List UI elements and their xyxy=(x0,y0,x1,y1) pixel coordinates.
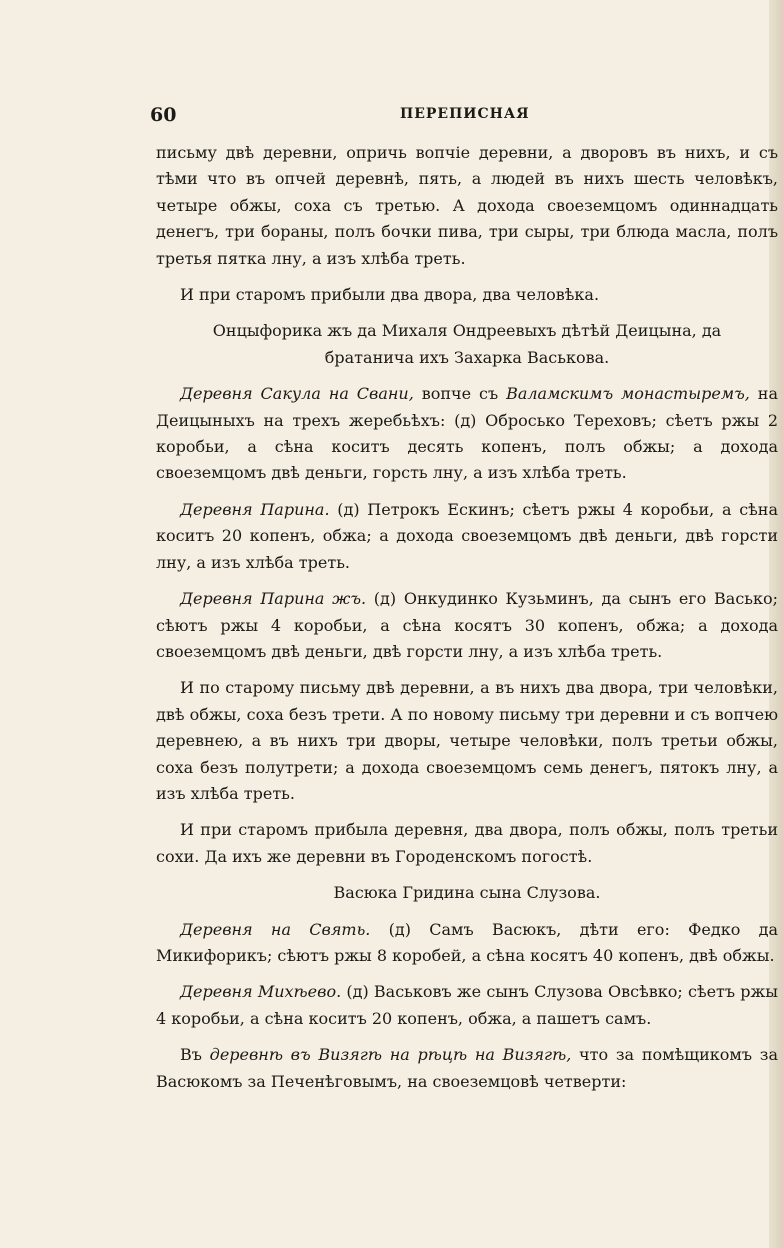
entry-na-svyat xyxy=(156,917,778,970)
paragraph-1-text: письму двѣ деревни, опричь вопчіе деревни, а дворовъ въ нихъ, и съ тѣми что въ опчей деревнѣ, пять, а людей въ нихъ шесть человѣкъ, четыре обжы, соха съ третью. А дохода своеземцомъ одиннадцать денегъ, три бораны, полъ бочки пива, три сыры, три блюда масла, полъ третья пятка лну, а изъ хлѣба треть. xyxy=(156,143,778,268)
summary-gained-village xyxy=(156,817,778,870)
entry-parina xyxy=(156,497,778,576)
entry-parina-lead: Деревня Парина. xyxy=(180,499,330,519)
entry-vizyaga xyxy=(156,1042,778,1095)
entry-na-svyat-text: (д) Самъ Васюкъ, дѣти его: Федко да Микифорикъ; сѣютъ ржы 8 коробей, а сѣна косятъ 40 копенъ, двѣ обжы. xyxy=(156,919,778,965)
entry-parina-text: (д) Петрокъ Ескинъ; сѣетъ ржы 4 коробьи, а сѣна коситъ 20 копенъ, обжа; а дохода своеземцомъ двѣ деньги, двѣ горсти лну, а изъ хлѣба треть. xyxy=(156,499,779,572)
entry-vizyaga-text: что за помѣщикомъ за Васюкомъ за Печенѣговымъ, на своеземцовѣ четверти: xyxy=(156,1045,778,1091)
entry-vizyaga-lead-plain: Въ xyxy=(180,1045,210,1065)
entry-mikheevo-lead: Деревня Михѣево. xyxy=(180,982,342,1002)
page-body xyxy=(156,140,778,1105)
entry-mikheevo-text: (д) Васьковъ же сынъ Слузова Овсѣвко; сѣетъ ржы 4 коробьи, а сѣна коситъ 20 копенъ, обжа, а пашетъ самъ. xyxy=(156,982,778,1028)
section-heading-onciforika-text: Онцыфорика жъ да Михаля Ондреевыхъ дѣтѣй Деицына, да братанича ихъ Захарка Васькова. xyxy=(212,321,722,367)
entry-parina-2 xyxy=(156,586,778,665)
entry-vizyaga-lead: деревнѣ въ Визягѣ на рѣцѣ на Визягѣ, xyxy=(209,1045,572,1065)
entry-parina-2-text: (д) Онкудинко Кузьминъ, да сынъ его Васько; сѣютъ ржы 4 коробьи, а сѣна косятъ 30 копенъ, обжа; а дохода своеземцомъ двѣ деньги, двѣ горсти лну, а изъ хлѣба треть. xyxy=(156,589,779,661)
section-heading-vasyuk-text: Васюка Гридина сына Слузова. xyxy=(333,883,601,903)
entry-sakula xyxy=(156,381,778,487)
entry-sakula-mid: вопче съ xyxy=(413,384,507,404)
entry-sakula-lead: Деревня Сакула на Свани, xyxy=(180,384,414,404)
paragraph-2 xyxy=(156,282,778,308)
section-heading-vasyuk xyxy=(156,880,778,906)
running-head: ПЕРЕПИСНАЯ xyxy=(400,106,530,122)
summary-old-new-census-text: И по старому письму двѣ деревни, а въ нихъ два двора, три человѣки, двѣ обжы, соха безъ трети. А по новому письму три деревни и съ вопчею деревнею, а въ нихъ три дворы, четыре человѣки, полъ третьи обжы, соха безъ полутрети; а дохода своеземцомъ семь денегъ, пятокъ лну, а изъ хлѣба треть. xyxy=(156,678,778,803)
page-header xyxy=(150,104,770,132)
entry-sakula-lead2: Валамскимъ монастыремъ, xyxy=(506,384,750,404)
summary-old-new-census xyxy=(156,675,778,807)
entry-sakula-text: на Деицыныхъ на трехъ жеребьѣхъ: (д) Обросько Тереховъ; сѣетъ ржы 2 коробьи, а сѣна коситъ десять копенъ, полъ обжы; а дохода своеземцомъ двѣ деньги, горсть лну, а изъ хлѣба треть. xyxy=(156,384,779,483)
paragraph-1 xyxy=(156,140,778,272)
paragraph-2-text: И при старомъ прибыли два двора, два человѣка. xyxy=(180,285,600,305)
page-number: 60 xyxy=(150,104,177,126)
summary-gained-village-text: И при старомъ прибыла деревня, два двора, полъ обжы, полъ третьи сохи. Да ихъ же деревни въ Городенскомъ погостѣ. xyxy=(156,820,778,866)
entry-parina-2-lead: Деревня Парина жъ. xyxy=(180,589,367,609)
entry-na-svyat-lead: Деревня на Свять. xyxy=(180,919,371,939)
section-heading-onciforika xyxy=(156,318,778,371)
entry-mikheevo xyxy=(156,979,778,1032)
